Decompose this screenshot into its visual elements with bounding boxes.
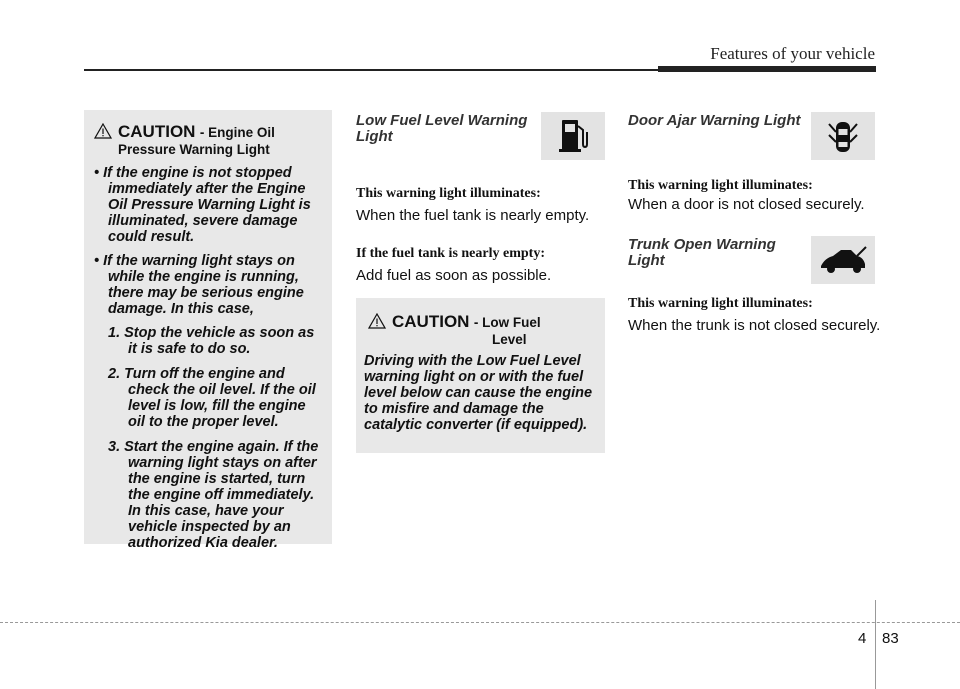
door-ajar-indicator: [811, 112, 875, 160]
caution-label: CAUTION: [118, 122, 196, 141]
caution-heading: [364, 312, 597, 332]
low-fuel-illuminates-text: When the fuel tank is nearly empty.: [356, 207, 590, 224]
page-number: 83: [882, 630, 899, 647]
low-fuel-indicator: [541, 112, 605, 160]
caution-subtitle-line2: Pressure Warning Light: [118, 142, 270, 157]
trunk-open-illuminates-heading: This warning light illuminates:: [628, 296, 813, 311]
trunk-open-title: Trunk Open Warning Light: [628, 236, 776, 269]
caution-step: 2. Turn off the engine and check the oil level. If the oil level is low, fill the engine oil to the proper level.: [108, 366, 316, 430]
caution-subtitle: - Engine Oil: [199, 125, 275, 140]
door-ajar-title: Door Ajar Warning Light: [628, 112, 801, 129]
caution-subtitle: - Low Fuel: [473, 315, 541, 330]
door-ajar-illuminates-heading: This warning light illuminates:: [628, 178, 813, 193]
header-rule-accent: [658, 66, 876, 72]
caution-text: Driving with the Low Fuel Level warning light on or with the fuel level below can cause the engine to misfire and damage the catalytic converter (if equipped).: [364, 353, 593, 433]
caution-label: CAUTION: [392, 312, 470, 331]
low-fuel-title: Low Fuel Level Warning Light: [356, 112, 528, 145]
caution-step: 1. Stop the vehicle as soon as it is safe to do so.: [108, 325, 315, 357]
trunk-open-icon: [811, 236, 875, 284]
caution-step: 3. Start the engine again. If the warning light stays on after the engine is started, turn the engine off immediately. In this case, have your vehicle inspected by an authorized Kia dealer.: [108, 439, 319, 551]
warning-triangle-icon: [94, 123, 112, 139]
trunk-open-indicator: [811, 236, 875, 284]
caution-heading: [94, 122, 322, 142]
low-fuel-empty-heading: If the fuel tank is nearly empty:: [356, 246, 545, 261]
caution-bullet: • If the engine is not stopped immediately after the Engine Oil Pressure Warning Light is illuminated, severe damage could result.: [94, 165, 311, 245]
caution-box-engine-oil: [84, 110, 332, 551]
trunk-open-illuminates-text: When the trunk is not closed securely.: [628, 317, 881, 334]
fuel-pump-icon: [541, 112, 605, 160]
page-header-title: Features of your vehicle: [710, 44, 875, 63]
door-ajar-illuminates-text: When a door is not closed securely.: [628, 196, 865, 213]
footer-divider: [875, 600, 876, 689]
caution-box-low-fuel: [356, 298, 605, 453]
footer-rule: [0, 622, 960, 623]
caution-bullet: • If the warning light stays on while the engine is running, there may be serious engine damage. In this case,: [94, 253, 304, 317]
door-ajar-icon: [811, 112, 875, 160]
low-fuel-illuminates-heading: This warning light illuminates:: [356, 186, 541, 201]
caution-subtitle-line2: Level: [492, 332, 527, 347]
chapter-number: 4: [858, 630, 867, 647]
low-fuel-empty-text: Add fuel as soon as possible.: [356, 267, 552, 284]
warning-triangle-icon: [368, 313, 386, 329]
